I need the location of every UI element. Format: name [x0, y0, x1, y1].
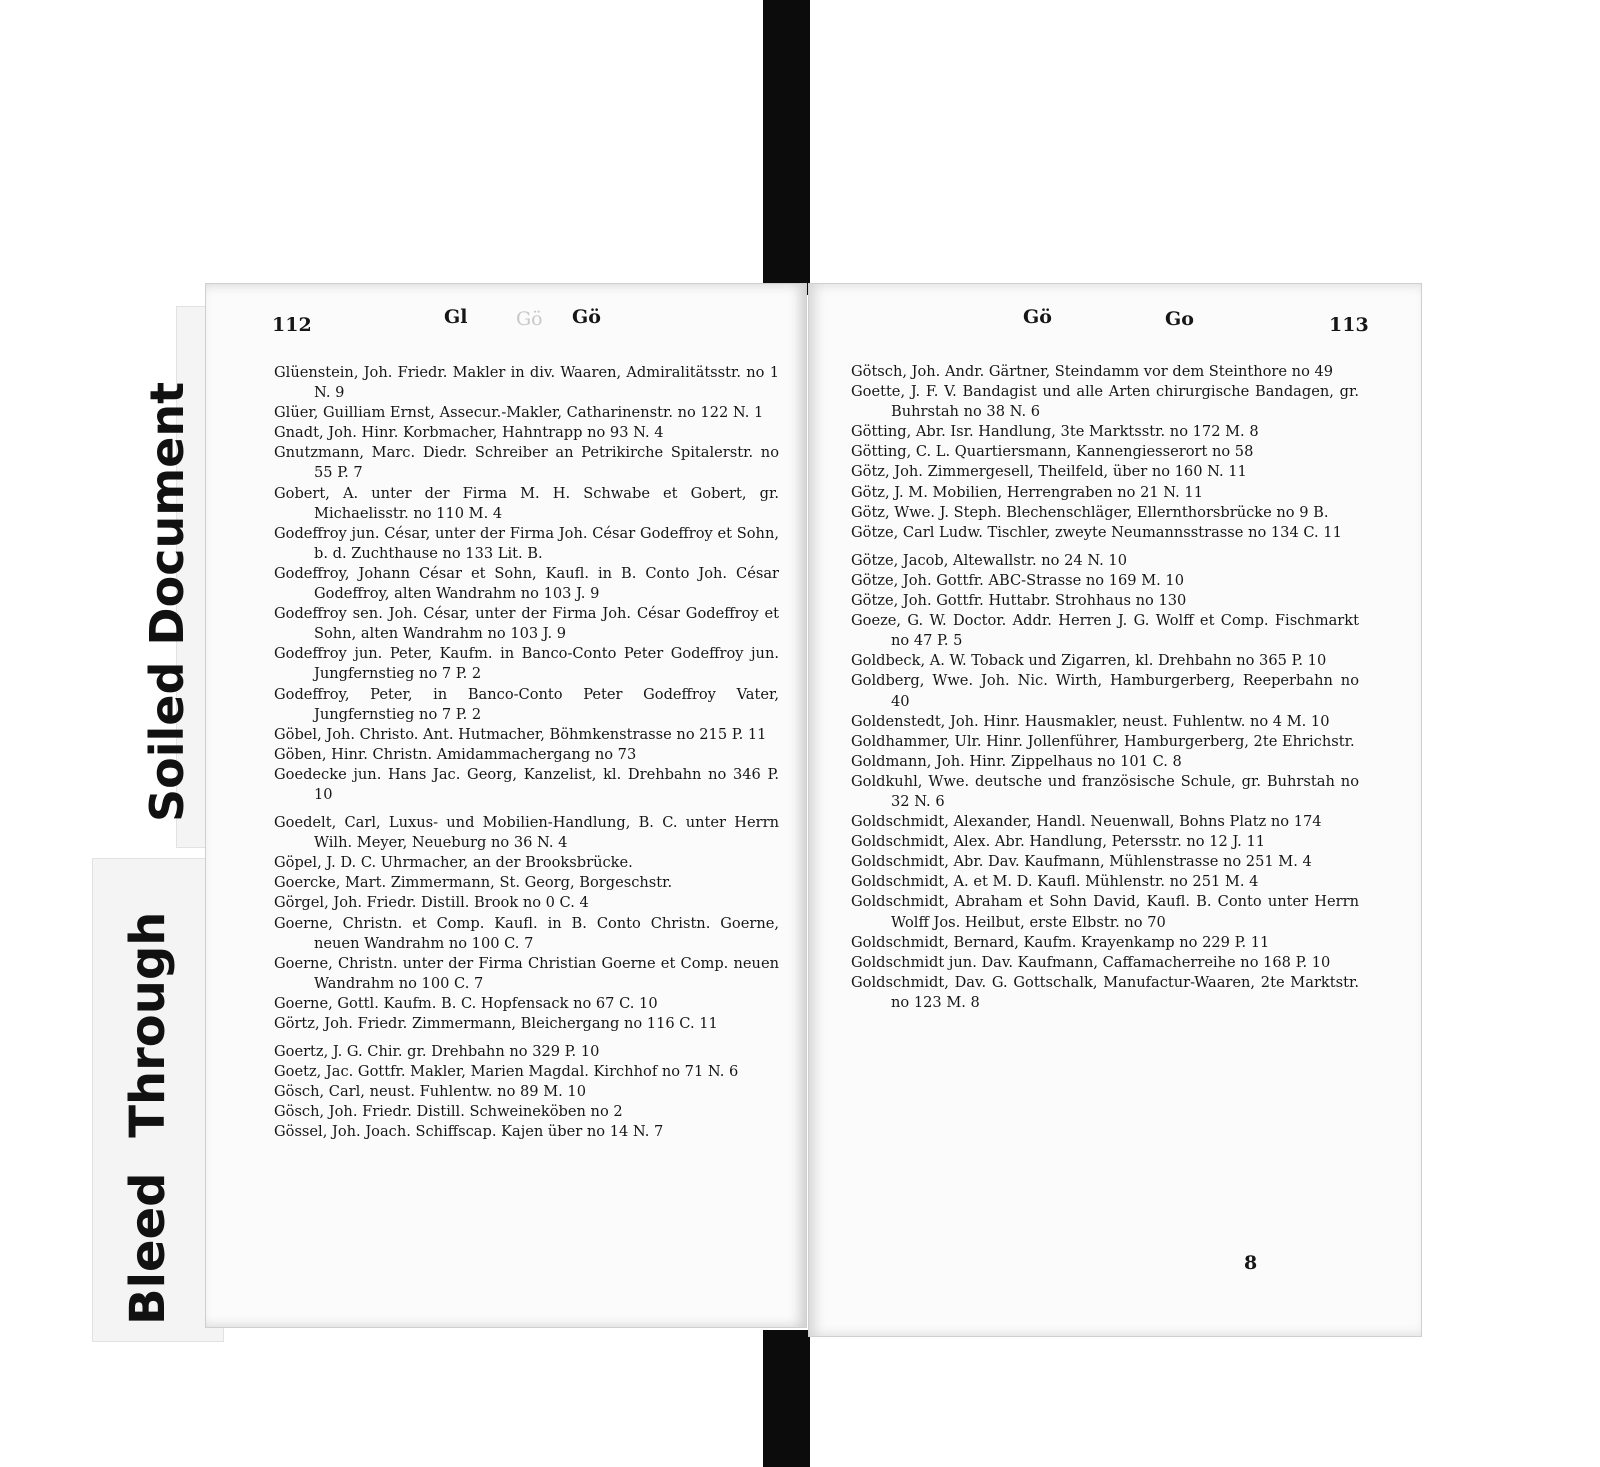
left-entry-list	[274, 363, 779, 1143]
directory-entry: Goldschmidt, Abraham et Sohn David, Kaufl. B. Conto unter Herrn Wolff Jos. Heilbut, erste Elbstr. no 70	[851, 893, 1359, 931]
directory-entry: Gösch, Carl, neust. Fuhlentw. no 89 M. 10	[274, 1083, 586, 1101]
directory-entry: Goldschmidt, Abr. Dav. Kaufmann, Mühlenstrasse no 251 M. 4	[851, 853, 1312, 871]
directory-entry: Godeffroy jun. Peter, Kaufm. in Banco-Conto Peter Godeffroy jun. Jungfernstieg no 7 P. 2	[274, 645, 779, 683]
directory-entry: Goldschmidt, Bernard, Kaufm. Krayenkamp no 229 P. 11	[851, 933, 1270, 951]
directory-entry: Goerne, Gottl. Kaufm. B. C. Hopfensack no 67 C. 10	[274, 994, 658, 1012]
directory-entry: Götting, C. L. Quartiersmann, Kannengiesserort no 58	[851, 443, 1254, 461]
binding-strip-bottom	[763, 1330, 810, 1467]
directory-entry: Goldschmidt, Alexander, Handl. Neuenwall, Bohns Platz no 174	[851, 813, 1322, 831]
directory-entry: Goldberg, Wwe. Joh. Nic. Wirth, Hamburgerberg, Reeperbahn no 40	[851, 672, 1359, 710]
directory-entry: Götze, Carl Ludw. Tischler, zweyte Neumannsstrasse no 134 C. 11	[851, 523, 1342, 541]
directory-entry: Goedelt, Carl, Luxus- und Mobilien-Handlung, B. C. unter Herrn Wilh. Meyer, Neueburg no 36 N. 4	[274, 814, 779, 852]
directory-entry: Goldschmidt, Alex. Abr. Handlung, Petersstr. no 12 J. 11	[851, 833, 1266, 851]
directory-entry: Gnadt, Joh. Hinr. Korbmacher, Hahntrapp no 93 N. 4	[274, 424, 664, 442]
directory-entry: Goldbeck, A. W. Toback und Zigarren, kl. Drehbahn no 365 P. 10	[851, 652, 1327, 670]
directory-entry: Goertz, J. G. Chir. gr. Drehbahn no 329 P. 10	[274, 1043, 600, 1061]
directory-entry: Goercke, Mart. Zimmermann, St. Georg, Borgeschstr.	[274, 874, 673, 892]
soiled-document-label: Soiled Document	[140, 381, 194, 822]
directory-entry: Görtz, Joh. Friedr. Zimmermann, Bleichergang no 116 C. 11	[274, 1015, 718, 1032]
directory-entry: Götze, Joh. Gottfr. ABC-Strasse no 169 M. 10	[851, 571, 1184, 589]
directory-entry: Goldmann, Joh. Hinr. Zippelhaus no 101 C. 8	[851, 752, 1182, 770]
directory-entry: Gössel, Joh. Joach. Schiffscap. Kajen über no 14 N. 7	[274, 1123, 664, 1141]
left-page-number: 112	[272, 314, 312, 336]
directory-entry: Goldhammer, Ulr. Hinr. Jollenführer, Hamburgerberg, 2te Ehrichstr.	[851, 732, 1355, 750]
directory-entry: Görgel, Joh. Friedr. Distill. Brook no 0 C. 4	[274, 894, 589, 912]
directory-entry: Göbel, Joh. Christo. Ant. Hutmacher, Böhmkenstrasse no 215 P. 11	[274, 725, 767, 743]
directory-entry: Goedecke jun. Hans Jac. Georg, Kanzelist, kl. Drehbahn no 346 P. 10	[274, 765, 779, 803]
directory-entry: Göben, Hinr. Christn. Amidammachergang no 73	[274, 745, 637, 763]
directory-entry: Godeffroy, Johann César et Sohn, Kaufl. in B. Conto Joh. César Godeffroy, alten Wandrahm no 103 J. 9	[274, 564, 779, 603]
directory-entry: Godeffroy, Peter, in Banco-Conto Peter Godeffroy Vater, Jungfernstieg no 7 P. 2	[274, 685, 779, 723]
left-head-ghost: Gö	[516, 308, 543, 330]
directory-entry: Götze, Joh. Gottfr. Huttabr. Strohhaus no 130	[851, 592, 1187, 610]
directory-entry: Goerne, Christn. unter der Firma Christian Goerne et Comp. neuen Wandrahm no 100 C. 7	[274, 954, 779, 992]
directory-entry: Gösch, Joh. Friedr. Distill. Schweineköben no 2	[274, 1103, 623, 1121]
directory-entry: Goldenstedt, Joh. Hinr. Hausmakler, neust. Fuhlentw. no 4 M. 10	[851, 712, 1330, 730]
left-head-left: Gl	[444, 306, 468, 328]
binding-strip-top	[763, 0, 810, 295]
directory-entry: Goldschmidt, A. et M. D. Kaufl. Mühlenstr. no 251 M. 4	[851, 873, 1259, 891]
directory-entry: Goldkuhl, Wwe. deutsche und französische Schule, gr. Buhrstah no 32 N. 6	[851, 772, 1359, 810]
right-head-left: Gö	[1023, 306, 1052, 328]
right-head-right: Go	[1165, 308, 1194, 330]
directory-entry: Glüenstein, Joh. Friedr. Makler in div. Waaren, Admiralitätsstr. no 1 N. 9	[274, 364, 779, 402]
directory-entry: Gnutzmann, Marc. Diedr. Schreiber an Petrikirche Spitalerstr. no 55 P. 7	[274, 444, 779, 482]
directory-entry: Goldschmidt, Dav. G. Gottschalk, Manufactur-Waaren, 2te Marktstr. no 123 M. 8	[851, 973, 1359, 1011]
left-page	[205, 283, 807, 1328]
directory-entry: Goerne, Christn. et Comp. Kaufl. in B. Conto Christn. Goerne, neuen Wandrahm no 100 C. 7	[274, 914, 779, 952]
right-page-number: 113	[1329, 314, 1369, 336]
directory-entry: Götze, Jacob, Altewallstr. no 24 N. 10	[851, 551, 1127, 569]
directory-entry: Goetz, Jac. Gottfr. Makler, Marien Magdal. Kirchhof no 71 N. 6	[274, 1063, 739, 1081]
directory-entry: Godeffroy jun. César, unter der Firma Joh. César Godeffroy et Sohn, b. d. Zuchthause no 133 Lit. B.	[274, 524, 779, 562]
directory-entry: Glüer, Guilliam Ernst, Assecur.-Makler, Catharinenstr. no 122 N. 1	[274, 404, 764, 422]
directory-entry: Götz, Wwe. J. Steph. Blechenschläger, Ellernthorsbrücke no 9 B.	[851, 503, 1329, 521]
directory-entry: Goette, J. F. V. Bandagist und alle Arten chirurgische Bandagen, gr. Buhrstah no 38 N. 6	[851, 383, 1359, 421]
bleed-through-label: Bleed Through	[120, 911, 176, 1325]
directory-entry: Götting, Abr. Isr. Handlung, 3te Marktsstr. no 172 M. 8	[851, 423, 1259, 441]
directory-entry: Goldschmidt jun. Dav. Kaufmann, Caffamacherreihe no 168 P. 10	[851, 953, 1331, 971]
directory-entry: Göpel, J. D. C. Uhrmacher, an der Brooksbrücke.	[274, 854, 633, 872]
directory-entry: Götsch, Joh. Andr. Gärtner, Steindamm vor dem Steinthore no 49	[851, 363, 1334, 380]
left-head-right: Gö	[572, 306, 601, 328]
directory-entry: Götz, Joh. Zimmergesell, Theilfeld, über no 160 N. 11	[851, 463, 1247, 481]
signature-mark: 8	[1244, 1252, 1258, 1274]
directory-entry: Godeffroy sen. Joh. César, unter der Firma Joh. César Godeffroy et Sohn, alten Wandrahm no 103 J. 9	[274, 605, 779, 643]
right-page	[808, 283, 1422, 1337]
directory-entry: Gobert, A. unter der Firma M. H. Schwabe et Gobert, gr. Michaelisstr. no 110 M. 4	[274, 484, 779, 522]
directory-entry: Götz, J. M. Mobilien, Herrengraben no 21 N. 11	[851, 483, 1203, 501]
directory-entry: Goeze, G. W. Doctor. Addr. Herren J. G. Wolff et Comp. Fischmarkt no 47 P. 5	[851, 612, 1359, 650]
right-entry-list	[851, 362, 1359, 1013]
